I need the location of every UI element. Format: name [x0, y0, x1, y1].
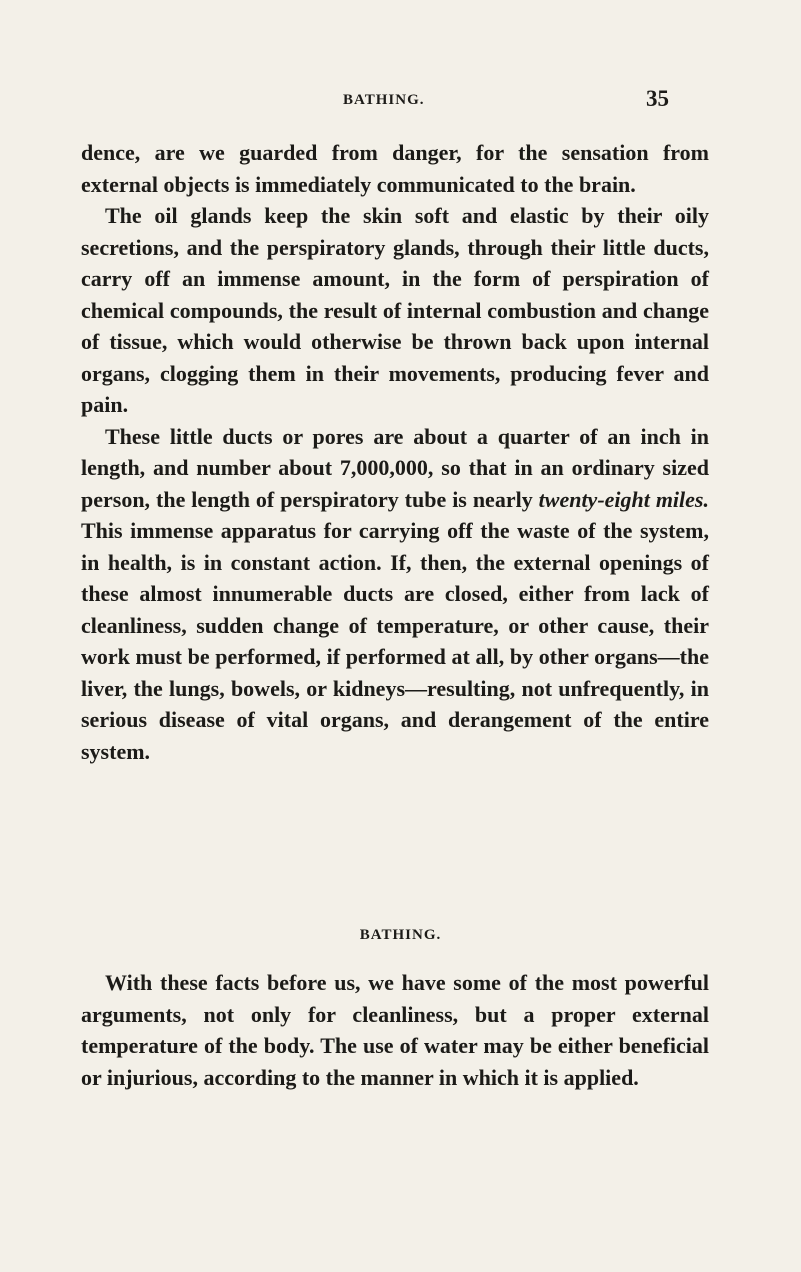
section-heading: BATHING. — [359, 927, 442, 943]
section-body-text — [81, 967, 709, 1093]
paragraph-pores-text-start: These little ducts or pores are about a quarter of an inch in length, and number about 7,000,000, so that in an ordinary sized person, the length of perspiratory tube is nearly — [81, 423, 709, 512]
running-title: BATHING. — [343, 92, 425, 108]
paragraph-pores — [81, 421, 709, 768]
paragraph-pores-text-end: This immense apparatus for carrying off the waste of the system, in health, is in constant action. If, then, the external openings of these almost innumerable ducts are closed, either from lack of cleanliness, sudden change of temperature, or other cause, their work must be performed, if performed at all, by other organs—the liver, the lungs, bowels, or kidneys—resulting, not unfrequently, in serious disease of vital organs, and derangement of the entire system. — [81, 518, 709, 764]
paragraph-oil-glands: The oil glands keep the skin soft and elastic by their oily secretions, and the perspiratory glands, through their little ducts, carry off an immense amount, in the form of perspiration of chemical compounds, the result of internal combustion and change of tissue, which would otherwise be thrown back upon internal organs, clogging them in their movements, producing fever and pain. — [81, 203, 709, 417]
paragraph-bathing: With these facts before us, we have some of the most powerful arguments, not only for cleanliness, but a proper external temperature of the body. The use of water may be either beneficial or injurious, according to the manner in which it is applied. — [81, 970, 709, 1090]
paragraph-continuation: dence, are we guarded from danger, for the sensation from external objects is immediately communicated to the brain. — [81, 140, 709, 197]
page-number: 35 — [646, 86, 669, 111]
running-head — [0, 86, 801, 116]
emphasis-twenty-eight-miles: twenty-eight miles. — [538, 486, 709, 512]
body-text — [81, 137, 709, 767]
